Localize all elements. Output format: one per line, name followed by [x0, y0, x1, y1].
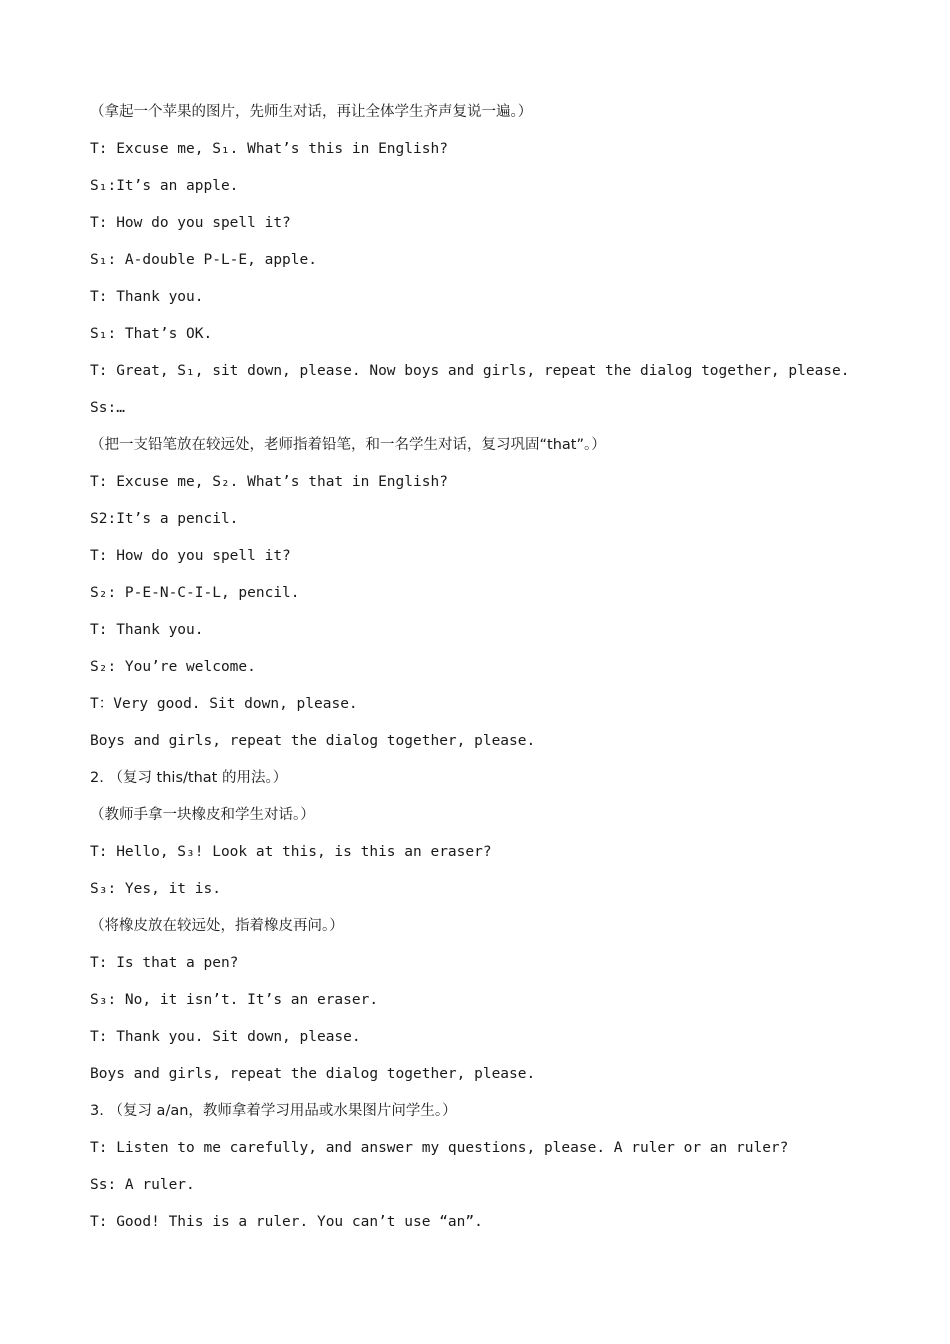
stage-direction: （拿起一个苹果的图片，先师生对话，再让全体学生齐声复说一遍。） — [90, 104, 533, 120]
dialog-line: T: Thank you. — [90, 622, 204, 638]
dialog-line: Ss: A ruler. — [90, 1177, 195, 1193]
document-body — [90, 94, 910, 1241]
stage-direction: （教师手拿一块橡皮和学生对话。） — [90, 807, 315, 823]
dialog-line: S₃: Yes, it is. — [90, 881, 221, 897]
dialog-line: T: Listen to me carefully, and answer my questions, please. A ruler or an ruler? — [90, 1140, 789, 1156]
dialog-line: S₃: No, it isn’t. It’s an eraser. — [90, 992, 379, 1008]
dialog-line: S₂: You’re welcome. — [90, 659, 256, 675]
dialog-line: T: Hello, S₃! Look at this, is this an eraser? — [90, 844, 492, 860]
section-heading: 2. （复习 this/that 的用法。） — [90, 770, 288, 786]
dialog-line: T: Excuse me, S₂. What’s that in English? — [90, 474, 448, 490]
dialog-line: S₁: That’s OK. — [90, 326, 213, 342]
dialog-line: S2:It’s a pencil. — [90, 511, 239, 527]
dialog-line: T: How do you spell it? — [90, 215, 291, 231]
dialog-line: T: Thank you. — [90, 289, 204, 305]
stage-direction: （把一支铅笔放在较远处，老师指着铅笔，和一名学生对话，复习巩固“that”。） — [90, 437, 606, 453]
dialog-line: Ss:… — [90, 400, 125, 416]
dialog-line: Boys and girls, repeat the dialog together, please. — [90, 1066, 536, 1082]
dialog-line: T：Very good. Sit down, please. — [90, 696, 358, 712]
section-heading: 3. （复习 a/an，教师拿着学习用品或水果图片问学生。） — [90, 1103, 457, 1119]
dialog-line: S₁:It’s an apple. — [90, 178, 239, 194]
dialog-line: T: Good! This is a ruler. You can’t use “an”. — [90, 1214, 483, 1230]
dialog-line: T: Thank you. Sit down, please. — [90, 1029, 361, 1045]
dialog-line: T: How do you spell it? — [90, 548, 291, 564]
dialog-line: S₂: P-E-N-C-I-L, pencil. — [90, 585, 300, 601]
dialog-line: T: Great, S₁, sit down, please. Now boys and girls, repeat the dialog together, please. — [90, 363, 850, 379]
stage-direction: （将橡皮放在较远处，指着橡皮再问。） — [90, 918, 344, 934]
dialog-line: T: Is that a pen? — [90, 955, 239, 971]
dialog-line: Boys and girls, repeat the dialog together, please. — [90, 733, 536, 749]
dialog-line: T: Excuse me, S₁. What’s this in English? — [90, 141, 448, 157]
dialog-line: S₁: A-double P-L-E, apple. — [90, 252, 317, 268]
